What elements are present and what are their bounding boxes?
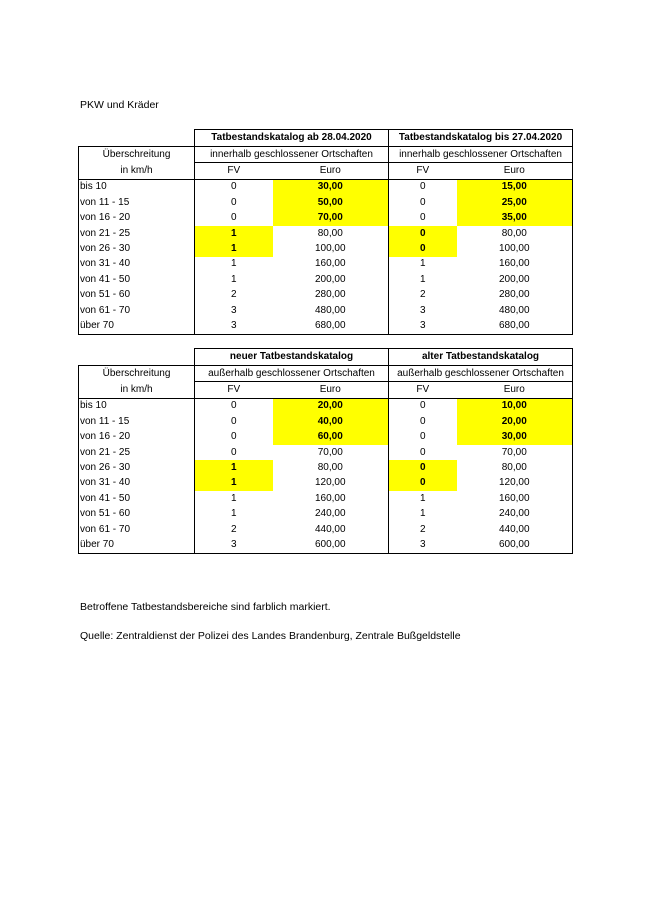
points-old-cell: 2 xyxy=(389,522,457,537)
speed-range-cell: von 51 - 60 xyxy=(79,507,195,522)
fine-old-cell: 70,00 xyxy=(457,445,573,460)
table-row xyxy=(79,522,573,537)
header-euro-old: Euro xyxy=(457,163,573,179)
fine-old-cell: 25,00 xyxy=(457,195,573,210)
header-fv-new: FV xyxy=(195,163,273,179)
fine-new-cell: 40,00 xyxy=(273,414,389,429)
points-old-cell: 0 xyxy=(389,430,457,445)
points-old-cell: 3 xyxy=(389,537,457,553)
points-new-cell: 0 xyxy=(195,195,273,210)
fine-new-cell: 60,00 xyxy=(273,430,389,445)
fine-old-cell: 440,00 xyxy=(457,522,573,537)
catalog-new-title: neuer Tatbestandskatalog xyxy=(195,349,389,366)
fine-old-cell: 600,00 xyxy=(457,537,573,553)
header-ueberschreitung: Überschreitung xyxy=(79,366,195,382)
points-old-cell: 0 xyxy=(389,195,457,210)
fine-new-cell: 50,00 xyxy=(273,195,389,210)
table-row xyxy=(79,476,573,491)
table-row xyxy=(79,211,573,226)
points-new-cell: 1 xyxy=(195,491,273,506)
points-old-cell: 1 xyxy=(389,491,457,506)
points-new-cell: 1 xyxy=(195,460,273,475)
points-old-cell: 0 xyxy=(389,445,457,460)
fine-new-cell: 80,00 xyxy=(317,462,343,474)
table-row xyxy=(79,288,573,303)
points-new-cell: 0 xyxy=(195,398,273,414)
fine-old-cell: 10,00 xyxy=(457,398,573,414)
points-new-cell: 0 xyxy=(195,211,273,226)
fine-old-cell: 200,00 xyxy=(457,272,573,287)
speed-range-cell: über 70 xyxy=(79,537,195,553)
table-row xyxy=(79,398,573,414)
table-row xyxy=(79,226,573,241)
speed-range-cell: bis 10 xyxy=(79,179,195,195)
table-row xyxy=(79,507,573,522)
fine-new-cell: 160,00 xyxy=(314,258,346,270)
header-euro-old: Euro xyxy=(457,382,573,398)
speed-range-cell: von 51 - 60 xyxy=(79,288,195,303)
footnote: Betroffene Tatbestandsbereiche sind farblich markiert. xyxy=(80,601,331,613)
points-old-cell: 0 xyxy=(389,476,457,491)
speed-range-cell: von 16 - 20 xyxy=(79,211,195,226)
fine-new-cell: 100,00 xyxy=(314,243,346,255)
points-new-cell: 2 xyxy=(195,288,273,303)
table-row xyxy=(79,179,573,195)
fine-old-cell: 120,00 xyxy=(457,476,573,491)
fine-table-outside-towns xyxy=(78,348,573,554)
fine-new-cell: 70,00 xyxy=(317,446,343,458)
points-new-cell: 3 xyxy=(195,318,273,334)
points-old-cell: 0 xyxy=(389,398,457,414)
table-row xyxy=(79,445,573,460)
catalog-new-subtitle: innerhalb geschlossener Ortschaften xyxy=(195,147,389,163)
points-old-cell: 3 xyxy=(389,303,457,318)
points-old-cell: 0 xyxy=(389,241,457,256)
fine-old-cell: 160,00 xyxy=(457,491,573,506)
catalog-old-subtitle: innerhalb geschlossener Ortschaften xyxy=(389,147,573,163)
table-row xyxy=(79,272,573,287)
table-row xyxy=(79,537,573,553)
catalog-old-title: alter Tatbestandskatalog xyxy=(389,349,573,366)
points-old-cell: 2 xyxy=(389,288,457,303)
fine-new-cell: 280,00 xyxy=(314,289,346,301)
catalog-old-title: Tatbestandskatalog bis 27.04.2020 xyxy=(389,130,573,147)
points-new-cell: 0 xyxy=(195,445,273,460)
header-ueberschreitung: Überschreitung xyxy=(79,147,195,163)
fine-old-cell: 680,00 xyxy=(457,318,573,334)
fine-new-cell: 680,00 xyxy=(273,318,389,334)
fine-new-cell: 200,00 xyxy=(314,273,346,285)
table-row xyxy=(79,414,573,429)
speed-range-cell: von 11 - 15 xyxy=(79,195,195,210)
speed-range-cell: von 26 - 30 xyxy=(79,241,195,256)
table-row xyxy=(79,318,573,334)
table-row xyxy=(79,491,573,506)
points-old-cell: 3 xyxy=(389,318,457,334)
speed-range-cell: von 61 - 70 xyxy=(79,303,195,318)
fine-new-cell: 120,00 xyxy=(314,477,346,489)
fine-new-cell: 30,00 xyxy=(273,179,389,195)
header-euro-new: Euro xyxy=(273,163,389,179)
speed-range-cell: von 11 - 15 xyxy=(79,414,195,429)
points-new-cell: 0 xyxy=(195,179,273,195)
catalog-new-title: Tatbestandskatalog ab 28.04.2020 xyxy=(195,130,389,147)
speed-range-cell: von 21 - 25 xyxy=(79,226,195,241)
catalog-new-subtitle: außerhalb geschlossener Ortschaften xyxy=(195,366,389,382)
fine-new-cell: 240,00 xyxy=(314,508,346,520)
fine-new-cell: 70,00 xyxy=(273,211,389,226)
speed-range-cell: von 41 - 50 xyxy=(79,491,195,506)
table-row xyxy=(79,241,573,256)
header-unit: in km/h xyxy=(79,163,195,179)
source-note: Quelle: Zentraldienst der Polizei des Landes Brandenburg, Zentrale Bußgeldstelle xyxy=(80,630,461,642)
table-row xyxy=(79,195,573,210)
points-old-cell: 1 xyxy=(389,257,457,272)
points-new-cell: 3 xyxy=(195,303,273,318)
fine-old-cell: 280,00 xyxy=(457,288,573,303)
points-new-cell: 1 xyxy=(195,507,273,522)
speed-range-cell: von 16 - 20 xyxy=(79,430,195,445)
points-new-cell: 0 xyxy=(195,414,273,429)
fine-new-cell: 20,00 xyxy=(273,398,389,414)
fine-old-cell: 80,00 xyxy=(457,460,573,475)
points-new-cell: 0 xyxy=(195,430,273,445)
points-old-cell: 1 xyxy=(389,507,457,522)
fine-old-cell: 240,00 xyxy=(457,507,573,522)
header-fv-new: FV xyxy=(195,382,273,398)
fine-new-cell: 600,00 xyxy=(273,537,389,553)
points-old-cell: 0 xyxy=(389,211,457,226)
table-row xyxy=(79,257,573,272)
table-row xyxy=(79,460,573,475)
points-new-cell: 3 xyxy=(195,537,273,553)
speed-range-cell: über 70 xyxy=(79,318,195,334)
header-fv-old: FV xyxy=(389,382,457,398)
fine-old-cell: 35,00 xyxy=(457,211,573,226)
points-old-cell: 0 xyxy=(389,226,457,241)
points-old-cell: 1 xyxy=(389,272,457,287)
speed-range-cell: von 41 - 50 xyxy=(79,272,195,287)
fine-old-cell: 160,00 xyxy=(457,257,573,272)
header-fv-old: FV xyxy=(389,163,457,179)
fine-table-inside-towns xyxy=(78,129,573,335)
points-new-cell: 2 xyxy=(195,522,273,537)
points-old-cell: 0 xyxy=(389,414,457,429)
speed-range-cell: von 31 - 40 xyxy=(79,476,195,491)
header-unit: in km/h xyxy=(79,382,195,398)
speed-range-cell: von 61 - 70 xyxy=(79,522,195,537)
header-euro-new: Euro xyxy=(273,382,389,398)
catalog-old-subtitle: außerhalb geschlossener Ortschaften xyxy=(389,366,573,382)
fine-old-cell: 30,00 xyxy=(457,430,573,445)
points-old-cell: 0 xyxy=(389,179,457,195)
fine-old-cell: 80,00 xyxy=(457,226,573,241)
fine-old-cell: 20,00 xyxy=(457,414,573,429)
speed-range-cell: von 26 - 30 xyxy=(79,460,195,475)
fine-new-cell: 480,00 xyxy=(314,304,346,316)
points-old-cell: 0 xyxy=(389,460,457,475)
table-row xyxy=(79,303,573,318)
speed-range-cell: von 21 - 25 xyxy=(79,445,195,460)
fine-old-cell: 480,00 xyxy=(457,303,573,318)
fine-new-cell: 80,00 xyxy=(317,227,343,239)
page-heading: PKW und Kräder xyxy=(80,99,159,111)
points-new-cell: 1 xyxy=(195,226,273,241)
points-new-cell: 1 xyxy=(195,241,273,256)
fine-new-cell: 160,00 xyxy=(314,492,346,504)
points-new-cell: 1 xyxy=(195,272,273,287)
table-row xyxy=(79,430,573,445)
speed-range-cell: von 31 - 40 xyxy=(79,257,195,272)
fine-new-cell: 440,00 xyxy=(314,523,346,535)
fine-old-cell: 15,00 xyxy=(457,179,573,195)
fine-old-cell: 100,00 xyxy=(457,241,573,256)
points-new-cell: 1 xyxy=(195,476,273,491)
points-new-cell: 1 xyxy=(195,257,273,272)
speed-range-cell: bis 10 xyxy=(79,398,195,414)
